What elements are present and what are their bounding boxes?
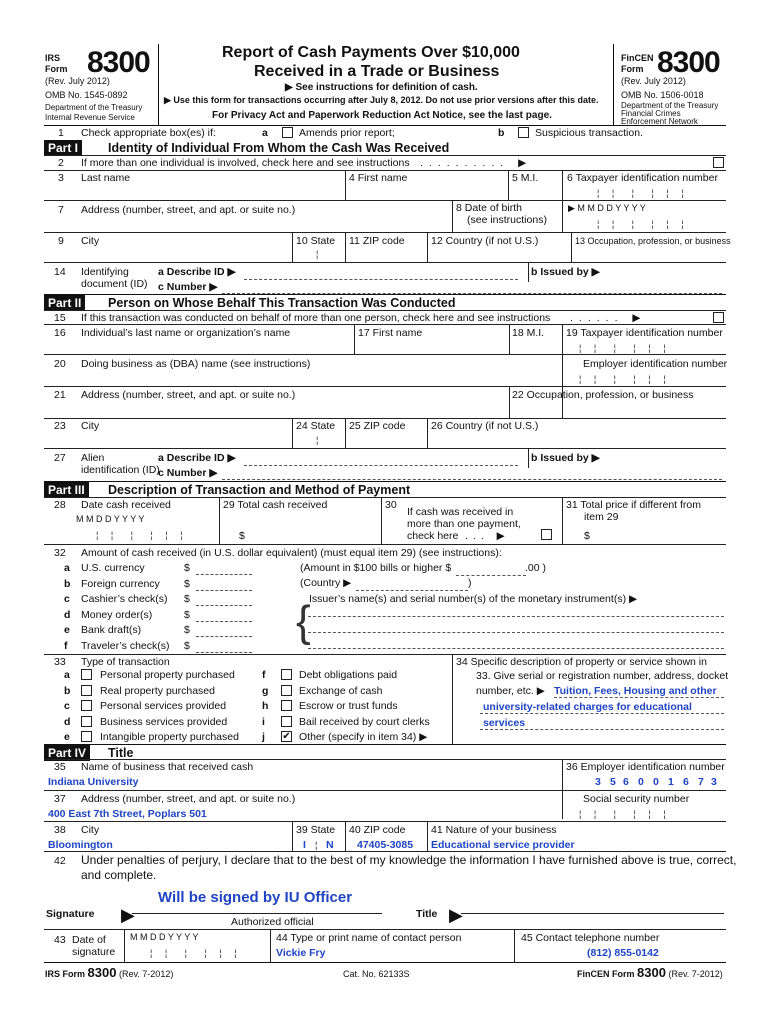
line-2: If more than one individual is involved, check here and see instructions bbox=[81, 157, 410, 169]
business-state-2[interactable]: N bbox=[326, 839, 334, 851]
type-checkbox[interactable] bbox=[81, 700, 92, 711]
ein-digit: 1 bbox=[668, 776, 674, 788]
type-key: f bbox=[262, 669, 266, 681]
id-label-2: document (ID) bbox=[81, 278, 148, 290]
amt-100-label: (Amount in $100 bills or higher $ bbox=[300, 562, 452, 574]
type-checkbox[interactable]: ✔ bbox=[282, 731, 291, 742]
pay-row-key: b bbox=[64, 577, 71, 590]
type-checkbox[interactable] bbox=[281, 700, 292, 711]
mi-label: 5 M.I. bbox=[512, 172, 539, 184]
city-label: City bbox=[81, 235, 100, 247]
footer-rev-left: (Rev. 7-2012) bbox=[118, 969, 174, 979]
footer-rev-right: (Rev. 7-2012) bbox=[668, 969, 723, 979]
ein-value[interactable] bbox=[595, 776, 726, 788]
country-label: 12 Country (if not U.S.) bbox=[431, 235, 539, 247]
line-30-text1: If cash was received in bbox=[407, 506, 514, 518]
ein-digit: 5 bbox=[610, 776, 616, 788]
tin-label: 6 Taxpayer identification number bbox=[567, 172, 718, 184]
suspicious-label: Suspicious transaction. bbox=[535, 127, 643, 139]
p2-address-label: Address (number, street, and apt. or suite no.) bbox=[81, 389, 296, 401]
desc-value-3[interactable]: services bbox=[483, 717, 526, 729]
contact-phone-label: 45 Contact telephone number bbox=[521, 932, 660, 944]
pay-row-dollar: $ bbox=[184, 577, 190, 590]
line-1a-key: a bbox=[262, 127, 268, 139]
form-number-right: 8300 bbox=[657, 46, 720, 79]
type-checkbox[interactable] bbox=[81, 716, 92, 727]
total-price-dollar: $ bbox=[584, 530, 590, 542]
type-label: Exchange of cash bbox=[299, 684, 383, 697]
footer-fincen: FinCEN Form bbox=[577, 969, 635, 979]
zip-label: 11 ZIP code bbox=[349, 235, 405, 247]
business-city-value[interactable]: Bloomington bbox=[48, 839, 113, 851]
alien-label-1: Alien bbox=[81, 452, 105, 464]
type-checkbox[interactable] bbox=[281, 716, 292, 727]
business-name-label: Name of business that received cash bbox=[81, 761, 254, 773]
dob-label: 8 Date of birth bbox=[456, 202, 522, 214]
org-name-label: Individual’s last name or organization’s name bbox=[81, 327, 291, 339]
pay-row-key: a bbox=[64, 562, 70, 574]
pay-row-dollar: $ bbox=[184, 593, 190, 605]
desc-label-2: 33. Give serial or registration number, address, docket bbox=[476, 670, 729, 682]
ein-digit: 0 bbox=[653, 776, 659, 788]
p2-country-label: 26 Country (if not U.S.) bbox=[431, 420, 539, 432]
amends-checkbox[interactable] bbox=[282, 127, 293, 138]
id-number-label: c Number ▶ bbox=[158, 281, 218, 293]
multiple-payments-checkbox[interactable] bbox=[541, 529, 552, 540]
type-label: Other (specify in item 34) ▶ bbox=[299, 731, 428, 743]
address-label: Address (number, street, and apt. or suite no.) bbox=[81, 204, 296, 216]
perjury-text: Under penalties of perjury, I declare that to the best of my knowledge the information I have furnished above is true, correct, bbox=[81, 853, 737, 867]
type-checkbox[interactable] bbox=[281, 685, 292, 696]
p2-issued-by: b Issued by ▶ bbox=[531, 452, 600, 464]
pay-row-key: d bbox=[64, 608, 71, 621]
date-sig-mdy: M M D D Y Y Y Y bbox=[130, 932, 199, 942]
type-key: a bbox=[64, 669, 70, 681]
date-sig-label-2: signature bbox=[72, 946, 116, 958]
issuers-label: Issuer’s name(s) and serial number(s) of the monetary instrument(s) ▶ bbox=[309, 593, 638, 605]
business-name-value[interactable]: Indiana University bbox=[48, 776, 139, 788]
form-number-left: 8300 bbox=[87, 46, 150, 79]
contact-name-value[interactable]: Vickie Fry bbox=[276, 947, 326, 959]
p2-ein-label: Employer identification number bbox=[583, 358, 728, 370]
country-paren-end: ) bbox=[468, 577, 472, 589]
business-state-label: 39 State bbox=[296, 824, 336, 836]
part-4-tag: Part IV bbox=[44, 745, 90, 761]
pay-row-key: f bbox=[64, 639, 68, 652]
type-key: e bbox=[64, 731, 70, 743]
type-label: Personal services provided bbox=[100, 700, 227, 712]
date-cash-label: Date cash received bbox=[81, 499, 171, 511]
cat-no: Cat. No. 62133S bbox=[343, 969, 410, 979]
privacy-note: For Privacy Act and Paperwork Reduction Act Notice, see the last page. bbox=[212, 110, 552, 121]
ein-digit: 6 bbox=[683, 776, 689, 788]
type-key: j bbox=[262, 731, 265, 743]
title-line2: Received in a Trade or Business bbox=[254, 63, 500, 80]
fincen-form-label: FinCEN Form bbox=[621, 53, 654, 74]
footer-num-right: 8300 bbox=[637, 965, 666, 980]
signed-note[interactable]: Will be signed by IU Officer bbox=[158, 889, 353, 906]
multiple-individuals-checkbox[interactable] bbox=[713, 157, 724, 168]
type-label: Type of transaction bbox=[81, 656, 170, 668]
footer-irs: IRS Form bbox=[45, 969, 86, 979]
footer-num-left: 8300 bbox=[87, 965, 117, 980]
type-checkbox[interactable] bbox=[81, 731, 92, 742]
type-key: b bbox=[64, 684, 71, 697]
total-price-label: 31 Total price if different from bbox=[566, 499, 702, 511]
pay-row-key: c bbox=[64, 593, 70, 605]
title-label: Title bbox=[416, 908, 438, 920]
state-label: 10 State bbox=[296, 235, 336, 247]
type-key: i bbox=[262, 715, 265, 728]
p2-zip-label: 25 ZIP code bbox=[349, 420, 406, 432]
omb-right: OMB No. 1506-0018 bbox=[621, 90, 704, 100]
business-zip-label: 40 ZIP code bbox=[349, 824, 406, 836]
total-price-note: item 29 bbox=[584, 511, 619, 523]
ein-digit: 3 bbox=[595, 776, 601, 788]
authorized-official: Authorized official bbox=[231, 916, 314, 928]
dob-note: (see instructions) bbox=[467, 214, 547, 226]
id-label-1: Identifying bbox=[81, 266, 129, 278]
occupation-label: 13 Occupation, profession, or business bbox=[575, 236, 731, 246]
type-checkbox[interactable] bbox=[81, 685, 92, 696]
use-note: ▶ Use this form for transactions occurring after July 8, 2012. Do not use prior versions after this date. bbox=[164, 95, 599, 105]
line-30-text2: more than one payment, bbox=[407, 518, 521, 530]
desc-value-2[interactable]: university-related charges for educational bbox=[483, 701, 692, 713]
business-city-label: City bbox=[81, 824, 100, 836]
line-15: If this transaction was conducted on behalf of more than one person, check here and see instructions bbox=[81, 312, 551, 324]
title-line1: Report of Cash Payments Over $10,000 bbox=[222, 44, 520, 61]
total-cash-label: 29 Total cash received bbox=[223, 499, 328, 511]
line-1-num: 1 bbox=[58, 127, 64, 139]
ssn-label: Social security number bbox=[583, 793, 690, 805]
p2-city-label: City bbox=[81, 420, 100, 432]
pay-row-label: Foreign currency bbox=[81, 577, 160, 590]
perjury-text-2: and complete. bbox=[81, 868, 157, 882]
pay-row-dollar: $ bbox=[184, 562, 190, 574]
line-1-text: Check appropriate box(es) if: bbox=[81, 127, 216, 139]
desc-label-1: 34 Specific description of property or service shown in bbox=[456, 656, 707, 668]
business-address-value[interactable]: 400 East 7th Street, Poplars 501 bbox=[48, 808, 207, 820]
type-checkbox[interactable] bbox=[81, 669, 92, 680]
total-cash-dollar: $ bbox=[239, 530, 245, 542]
ein-digit: 0 bbox=[638, 776, 644, 788]
see-instructions: ▶ See instructions for definition of cash. bbox=[285, 82, 478, 93]
type-key: c bbox=[64, 700, 70, 712]
nature-value[interactable]: Educational service provider bbox=[431, 839, 575, 851]
line-32: Amount of cash received (in U.S. dollar equivalent) (must equal item 29) (see instructions): bbox=[81, 547, 502, 559]
irs-form-label: IRS Form bbox=[45, 53, 68, 74]
pay-row-key: e bbox=[64, 624, 70, 636]
ein-digit: 7 bbox=[698, 776, 704, 788]
type-key: h bbox=[262, 700, 269, 712]
fincen-right: Financial Crimes Enforcement Network bbox=[621, 109, 698, 126]
type-label: Personal property purchased bbox=[100, 669, 235, 681]
dob-mdy: ▶ M M D D Y Y Y Y bbox=[568, 203, 646, 213]
first-name-label: 4 First name bbox=[349, 172, 408, 184]
p2-first-name-label: 17 First name bbox=[358, 327, 423, 339]
part-3-tag: Part III bbox=[44, 482, 89, 498]
last-name-label: Last name bbox=[81, 172, 131, 184]
business-zip-value[interactable]: 47405-3085 bbox=[357, 839, 414, 851]
pay-row-label: Traveler’s check(s) bbox=[81, 639, 170, 652]
pay-row-dollar: $ bbox=[184, 639, 190, 652]
pay-row-label: Cashier’s check(s) bbox=[81, 593, 168, 605]
amends-label: Amends prior report; bbox=[299, 127, 395, 139]
part-4-title: Title bbox=[108, 746, 134, 760]
pay-row-dollar: $ bbox=[184, 608, 190, 621]
type-key: d bbox=[64, 715, 71, 728]
omb-left: OMB No. 1545-0892 bbox=[45, 90, 128, 100]
type-key: g bbox=[262, 684, 269, 697]
signature-label: Signature bbox=[46, 908, 95, 920]
alien-label-2: identification (ID) bbox=[81, 464, 160, 476]
type-label: Escrow or trust funds bbox=[299, 700, 398, 712]
part-2-tag: Part II bbox=[44, 295, 85, 311]
contact-phone-value[interactable]: (812) 855-0142 bbox=[587, 947, 659, 959]
part-2-title: Person on Whose Behalf This Transaction Was Conducted bbox=[108, 296, 456, 310]
date-sig-label-1: Date of bbox=[72, 934, 106, 946]
suspicious-checkbox[interactable] bbox=[518, 127, 529, 138]
type-checkbox[interactable] bbox=[281, 669, 292, 680]
line-30-num: 30 bbox=[385, 499, 397, 511]
country-paren: (Country ▶ bbox=[300, 577, 352, 589]
desc-label-3: number, etc. ▶ bbox=[476, 685, 545, 697]
contact-name-label: 44 Type or print name of contact person bbox=[276, 932, 462, 944]
business-address-label: Address (number, street, and apt. or suite no.) bbox=[81, 793, 296, 805]
dba-label: Doing business as (DBA) name (see instructions) bbox=[81, 358, 311, 370]
p2-mi-label: 18 M.I. bbox=[512, 327, 545, 339]
type-label: Real property purchased bbox=[100, 684, 215, 697]
type-label: Intangible property purchased bbox=[100, 731, 239, 743]
rev-right: (Rev. July 2012) bbox=[621, 76, 686, 86]
issued-by-label: b Issued by ▶ bbox=[531, 266, 600, 278]
part-1-tag: Part I bbox=[44, 140, 82, 156]
line-30-text3: check here bbox=[407, 530, 459, 542]
ein-label: 36 Employer identification number bbox=[566, 761, 725, 773]
p2-occupation-label: 22 Occupation, profession, or business bbox=[512, 389, 694, 401]
part-3-title: Description of Transaction and Method of Payment bbox=[108, 483, 411, 497]
pay-row-label: Money order(s) bbox=[81, 608, 153, 621]
ein-digit: 3 bbox=[711, 776, 717, 788]
irs-left: Internal Revenue Service bbox=[45, 113, 135, 122]
p2-state-label: 24 State bbox=[296, 420, 336, 432]
type-label: Bail received by court clerks bbox=[299, 715, 430, 728]
p2-tin-label: 19 Taxpayer identification number bbox=[566, 327, 723, 339]
line-1b-key: b bbox=[498, 127, 505, 139]
dept-right: Department of the Treasury bbox=[621, 101, 719, 110]
type-label: Business services provided bbox=[100, 715, 228, 728]
p2-describe-id: a Describe ID ▶ bbox=[158, 452, 236, 464]
p2-id-number: c Number ▶ bbox=[158, 467, 218, 479]
business-state-1[interactable]: I bbox=[303, 839, 306, 851]
amt-100-end: .00 ) bbox=[525, 562, 547, 574]
nature-label: 41 Nature of your business bbox=[431, 824, 557, 836]
date-cash-mdy: M M D D Y Y Y Y bbox=[76, 514, 145, 524]
ein-digit: 6 bbox=[623, 776, 629, 788]
multiple-persons-checkbox[interactable] bbox=[713, 312, 724, 323]
desc-value-1[interactable]: Tuition, Fees, Housing and other bbox=[554, 685, 717, 697]
part-1-title: Identity of Individual From Whom the Cash Was Received bbox=[108, 141, 450, 155]
describe-id-label: a Describe ID ▶ bbox=[158, 266, 236, 278]
type-label: Debt obligations paid bbox=[299, 669, 398, 681]
pay-row-label: Bank draft(s) bbox=[81, 624, 142, 636]
dept-left: Department of the Treasury bbox=[45, 103, 143, 112]
pay-row-label: U.S. currency bbox=[81, 562, 145, 574]
pay-row-dollar: $ bbox=[184, 624, 190, 636]
rev-left: (Rev. July 2012) bbox=[45, 76, 110, 86]
